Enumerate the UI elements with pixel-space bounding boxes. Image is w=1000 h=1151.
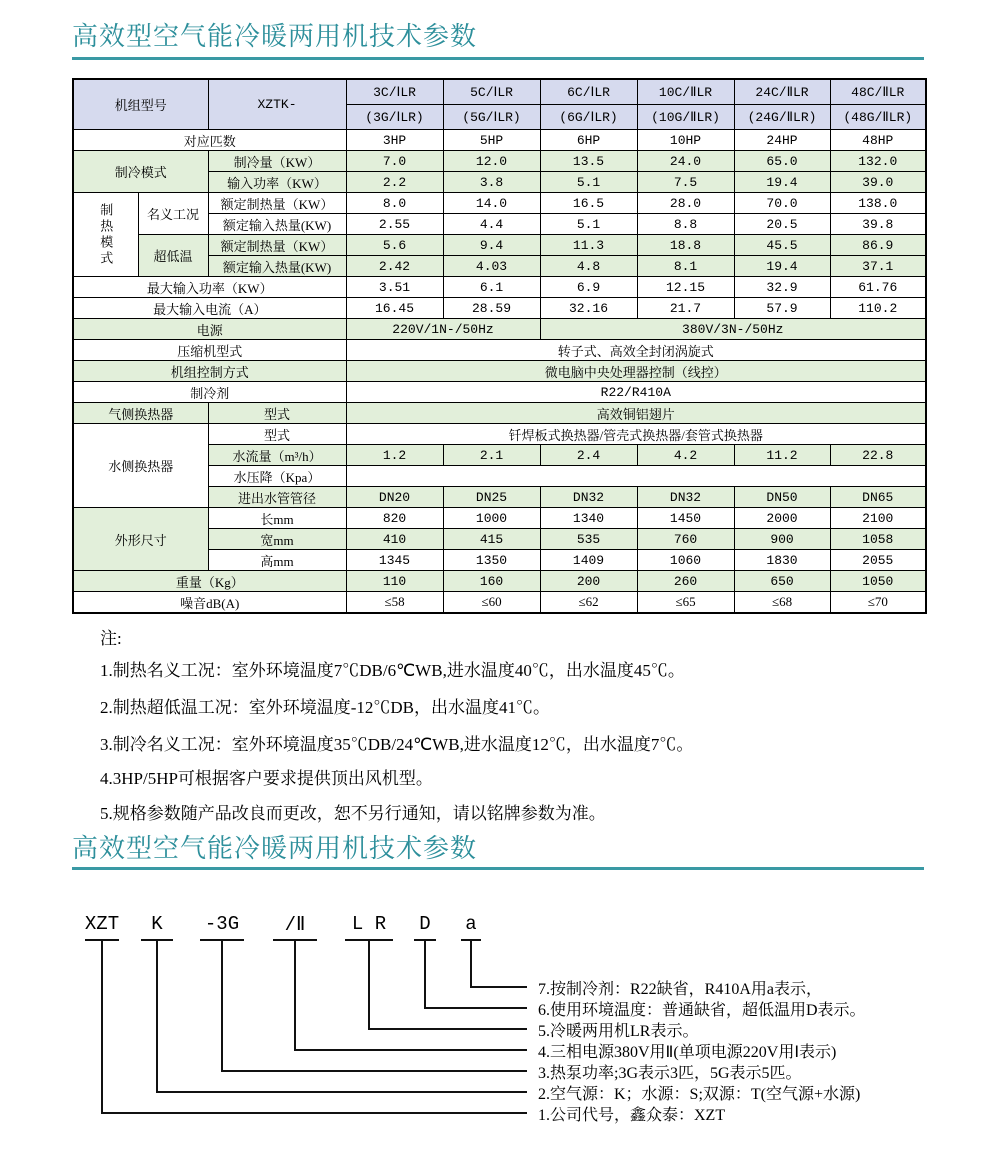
row-label: 高mm xyxy=(208,550,346,571)
cell: 2.42 xyxy=(346,256,443,277)
code-explanation: 1.公司代号，鑫众泰：XZT xyxy=(538,1107,726,1124)
cell: 4.03 xyxy=(443,256,540,277)
cell: 410 xyxy=(346,529,443,550)
cell: 18.8 xyxy=(637,235,734,256)
cell: 2100 xyxy=(830,508,926,529)
cell: 1340 xyxy=(540,508,637,529)
cell: 微电脑中央处理器控制（线控） xyxy=(346,361,926,382)
cell: 220V/1N-/50Hz xyxy=(346,319,540,340)
cell: 2.55 xyxy=(346,214,443,235)
code-token: -3G xyxy=(204,913,240,935)
cell: 4.2 xyxy=(637,445,734,466)
model-code: (48G/ⅡLR) xyxy=(830,105,926,130)
cell: 5.1 xyxy=(540,172,637,193)
cell: 32.9 xyxy=(734,277,830,298)
cell: 65.0 xyxy=(734,151,830,172)
model-code: (6G/ⅠLR) xyxy=(540,105,637,130)
cell: 1058 xyxy=(830,529,926,550)
cell: 39.8 xyxy=(830,214,926,235)
table-row xyxy=(73,424,926,445)
model-code: 3C/ⅠLR xyxy=(346,79,443,105)
cell: 10HP xyxy=(637,130,734,151)
row-label: 额定制热量（KW） xyxy=(208,193,346,214)
cell: 3HP xyxy=(346,130,443,151)
code-token: L R xyxy=(351,913,387,935)
table-row xyxy=(73,340,926,361)
table-row xyxy=(73,130,926,151)
cell: 11.3 xyxy=(540,235,637,256)
table-row xyxy=(73,277,926,298)
page-title: 高效型空气能冷暖两用机技术参数 xyxy=(72,834,478,863)
cell: 9.4 xyxy=(443,235,540,256)
row-label: 电源 xyxy=(73,319,346,340)
cell: 138.0 xyxy=(830,193,926,214)
cell: 57.9 xyxy=(734,298,830,319)
cell: 8.1 xyxy=(637,256,734,277)
cell: 37.1 xyxy=(830,256,926,277)
model-code: (10G/ⅡLR) xyxy=(637,105,734,130)
code-explanation: 6.使用环境温度：普通缺省，超低温用D表示。 xyxy=(538,1002,866,1019)
table-row xyxy=(73,319,926,340)
cell: 28.59 xyxy=(443,298,540,319)
cell: 39.0 xyxy=(830,172,926,193)
code-token: K xyxy=(151,913,163,935)
cell: 45.5 xyxy=(734,235,830,256)
cell: 7.0 xyxy=(346,151,443,172)
cell: 1450 xyxy=(637,508,734,529)
row-label: 额定输入热量(KW) xyxy=(208,214,346,235)
cell: DN32 xyxy=(540,487,637,508)
cell: 16.45 xyxy=(346,298,443,319)
cell: DN25 xyxy=(443,487,540,508)
cell: 19.4 xyxy=(734,172,830,193)
cell: 1409 xyxy=(540,550,637,571)
model-code: (5G/ⅠLR) xyxy=(443,105,540,130)
model-code: 48C/ⅡLR xyxy=(830,79,926,105)
cell: 16.5 xyxy=(540,193,637,214)
cell: 14.0 xyxy=(443,193,540,214)
cell: 6HP xyxy=(540,130,637,151)
cell: 260 xyxy=(637,571,734,592)
cell: ≤62 xyxy=(540,592,637,614)
cell: 24HP xyxy=(734,130,830,151)
cell: 11.2 xyxy=(734,445,830,466)
row-label: 机组控制方式 xyxy=(73,361,346,382)
code-explanation: 7.按制冷剂：R22缺省，R410A用a表示， xyxy=(538,981,823,998)
cell: DN32 xyxy=(637,487,734,508)
cell: 1060 xyxy=(637,550,734,571)
group-label: 水侧换热器 xyxy=(73,424,208,508)
cell: 110 xyxy=(346,571,443,592)
cell: 6.1 xyxy=(443,277,540,298)
cell: 高效铜铝翅片 xyxy=(346,403,926,424)
group-label: 外形尺寸 xyxy=(73,508,208,571)
cell: 4.4 xyxy=(443,214,540,235)
cell: 12.15 xyxy=(637,277,734,298)
code-token: a xyxy=(465,913,477,935)
code-token: XZT xyxy=(84,913,120,935)
cell: 5.1 xyxy=(540,214,637,235)
code-token: /Ⅱ xyxy=(284,914,306,936)
cell: 8.0 xyxy=(346,193,443,214)
group-label: 制热模式 xyxy=(73,193,138,277)
cell: ≤65 xyxy=(637,592,734,614)
row-label: 水流量（m³/h） xyxy=(208,445,346,466)
cell: 3.8 xyxy=(443,172,540,193)
row-label: 噪音dB(A) xyxy=(73,592,346,614)
model-code: 5C/ⅠLR xyxy=(443,79,540,105)
cell: 760 xyxy=(637,529,734,550)
model-code: 10C/ⅡLR xyxy=(637,79,734,105)
cell: 900 xyxy=(734,529,830,550)
cell: ≤70 xyxy=(830,592,926,614)
cell: 110.2 xyxy=(830,298,926,319)
cell: 22.8 xyxy=(830,445,926,466)
subgroup-label: 名义工况 xyxy=(138,193,208,235)
cell: 13.5 xyxy=(540,151,637,172)
row-label: 水压降（Kpa） xyxy=(208,466,346,487)
row-label: 输入功率（KW） xyxy=(208,172,346,193)
table-row xyxy=(73,508,926,529)
table-row xyxy=(73,382,926,403)
spec-table xyxy=(72,78,927,614)
row-label: 机组型号 xyxy=(73,79,208,130)
model-code: 24C/ⅡLR xyxy=(734,79,830,105)
table-row xyxy=(73,592,926,614)
row-label: 重量（Kg） xyxy=(73,571,346,592)
table-row xyxy=(73,235,926,256)
cell: 6.9 xyxy=(540,277,637,298)
cell: 820 xyxy=(346,508,443,529)
title-underline xyxy=(72,867,924,870)
row-label: 最大输入电流（A） xyxy=(73,298,346,319)
cell: 48HP xyxy=(830,130,926,151)
cell: 8.8 xyxy=(637,214,734,235)
cell: ≤58 xyxy=(346,592,443,614)
note-item: 4.3HP/5HP可根据客户要求提供顶出风机型。 xyxy=(100,769,433,788)
cell: 1345 xyxy=(346,550,443,571)
cell: 2.2 xyxy=(346,172,443,193)
cell: 20.5 xyxy=(734,214,830,235)
cell: DN20 xyxy=(346,487,443,508)
model-code: (3G/ⅠLR) xyxy=(346,105,443,130)
row-label: 宽mm xyxy=(208,529,346,550)
cell: ≤60 xyxy=(443,592,540,614)
cell: 转子式、高效全封闭涡旋式 xyxy=(346,340,926,361)
empty-cell xyxy=(346,466,926,487)
cell: 650 xyxy=(734,571,830,592)
table-row xyxy=(73,403,926,424)
cell: 61.76 xyxy=(830,277,926,298)
cell: 200 xyxy=(540,571,637,592)
connector-line xyxy=(101,941,527,1114)
cell: 3.51 xyxy=(346,277,443,298)
group-label: 气侧换热器 xyxy=(73,403,208,424)
row-label: 制冷剂 xyxy=(73,382,346,403)
cell: 5.6 xyxy=(346,235,443,256)
row-label: 进出水管管径 xyxy=(208,487,346,508)
code-explanation: 2.空气源：K；水源：S;双源：T(空气源+水源) xyxy=(538,1086,861,1103)
cell: R22/R410A xyxy=(346,382,926,403)
cell: 28.0 xyxy=(637,193,734,214)
cell: DN65 xyxy=(830,487,926,508)
cell: 24.0 xyxy=(637,151,734,172)
row-label: 额定输入热量(KW) xyxy=(208,256,346,277)
notes-heading: 注: xyxy=(100,629,122,648)
cell: 19.4 xyxy=(734,256,830,277)
cell: 1050 xyxy=(830,571,926,592)
cell: 2055 xyxy=(830,550,926,571)
cell: 160 xyxy=(443,571,540,592)
table-row xyxy=(73,151,926,172)
cell: 1.2 xyxy=(346,445,443,466)
row-label: 型式 xyxy=(208,424,346,445)
title-underline xyxy=(72,57,924,60)
row-label: 最大输入功率（KW） xyxy=(73,277,346,298)
row-label: 额定制热量（KW） xyxy=(208,235,346,256)
cell: 2.4 xyxy=(540,445,637,466)
cell: 2000 xyxy=(734,508,830,529)
row-label: 制冷量（KW） xyxy=(208,151,346,172)
cell: 86.9 xyxy=(830,235,926,256)
model-code: (24G/ⅡLR) xyxy=(734,105,830,130)
table-row xyxy=(73,571,926,592)
code-explanation: 5.冷暖两用机LR表示。 xyxy=(538,1023,699,1040)
cell: 12.0 xyxy=(443,151,540,172)
code-explanation: 3.热泵功率;3G表示3匹，5G表示5匹。 xyxy=(538,1065,802,1082)
table-row xyxy=(73,79,926,105)
group-label: 制冷模式 xyxy=(73,151,208,193)
cell: 1350 xyxy=(443,550,540,571)
cell: 535 xyxy=(540,529,637,550)
cell: 1830 xyxy=(734,550,830,571)
cell: ≤68 xyxy=(734,592,830,614)
row-label: 压缩机型式 xyxy=(73,340,346,361)
cell: 5HP xyxy=(443,130,540,151)
row-label: 长mm xyxy=(208,508,346,529)
cell: 380V/3N-/50Hz xyxy=(540,319,926,340)
table-row xyxy=(73,361,926,382)
subgroup-label: 超低温 xyxy=(138,235,208,277)
page-title: 高效型空气能冷暖两用机技术参数 xyxy=(72,22,478,51)
cell: 2.1 xyxy=(443,445,540,466)
cell: 钎焊板式换热器/管壳式换热器/套管式换热器 xyxy=(346,424,926,445)
table-row xyxy=(73,298,926,319)
cell: 415 xyxy=(443,529,540,550)
note-item: 1.制热名义工况：室外环境温度7℃DB/6℃WB,进水温度40℃，出水温度45℃。 xyxy=(100,661,685,680)
cell: 7.5 xyxy=(637,172,734,193)
code-explanation: 4.三相电源380V用Ⅱ(单项电源220V用Ⅰ表示) xyxy=(538,1044,837,1061)
cell: 132.0 xyxy=(830,151,926,172)
cell: 70.0 xyxy=(734,193,830,214)
cell: DN50 xyxy=(734,487,830,508)
cell: 4.8 xyxy=(540,256,637,277)
note-item: 2.制热超低温工况：室外环境温度-12℃DB，出水温度41℃。 xyxy=(100,698,551,717)
row-label: 对应匹数 xyxy=(73,130,346,151)
model-code: 6C/ⅠLR xyxy=(540,79,637,105)
note-item: 5.规格参数随产品改良而更改，恕不另行通知，请以铭牌参数为准。 xyxy=(100,804,606,823)
table-row xyxy=(73,193,926,214)
cell: 21.7 xyxy=(637,298,734,319)
cell: 1000 xyxy=(443,508,540,529)
note-item: 3.制冷名义工况：室外环境温度35℃DB/24℃WB,进水温度12℃，出水温度7℃。 xyxy=(100,735,694,754)
model-prefix: XZTK- xyxy=(208,79,346,130)
row-label: 型式 xyxy=(208,403,346,424)
cell: 32.16 xyxy=(540,298,637,319)
code-token: D xyxy=(419,913,431,935)
